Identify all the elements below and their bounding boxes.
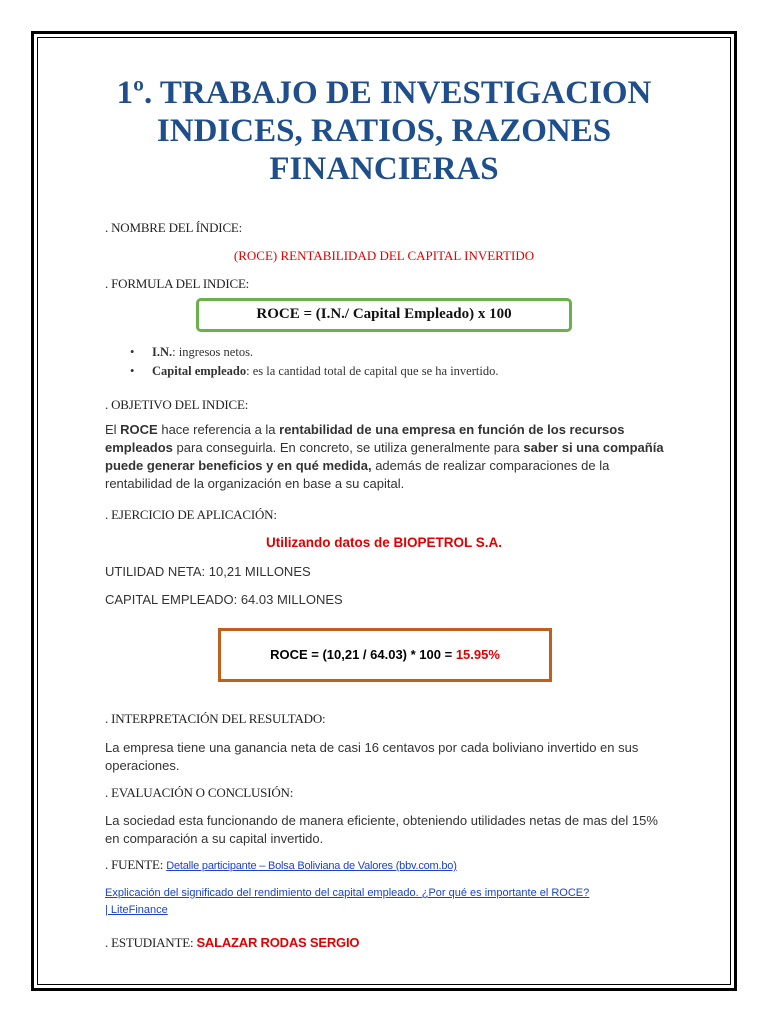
source-link-litefinance-block [105,884,675,918]
text-run: además de realizar comparaciones de la rentabilidad de la organización en base a su capital. [105,458,610,491]
bullet-term: I.N. [152,345,173,359]
estudiante-label: . ESTUDIANTE: [105,935,197,950]
source-link-bbv[interactable]: Detalle participante – Bolsa Boliviana de Valores (bbv.com.bo) [166,860,457,872]
text-run: hace referencia a la [157,422,280,437]
utilidad-neta: UTILIDAD NETA: 10,21 MILLONES [105,564,311,579]
formula-bullet-list [130,343,498,381]
capital-empleado: CAPITAL EMPLEADO: 64.03 MILLONES [105,592,343,607]
interpretacion-text: La empresa tiene una ganancia neta de casi 16 centavos por cada boliviano invertido en sus operaciones. [105,740,639,773]
student-name: SALAZAR RODAS SERGIO [196,935,360,950]
calculation-result: 15.95% [455,647,500,662]
bullet-desc: : ingresos netos. [172,345,254,359]
ejercicio-label: . EJERCICIO DE APLICACIÓN: [105,507,277,522]
text-run: para conseguirla. En concreto, se utiliza generalmente para [172,440,524,455]
link-line: Explicación del significado del rendimiento del capital empleado. ¿Por qué es importante el ROCE? [105,887,590,899]
evaluacion-label: . EVALUACIÓN O CONCLUSIÓN: [105,785,294,800]
bullet-term: Capital empleado [152,364,247,378]
nombre-label: . NOMBRE DEL ÍNDICE: [105,220,243,235]
fuente-row [105,857,457,873]
formula-box [196,298,572,332]
interpretacion-label: . INTERPRETACIÓN DEL RESULTADO: [105,711,326,726]
nombre-value: (ROCE) RENTABILIDAD DEL CAPITAL INVERTIDO [233,248,535,263]
objetivo-paragraph [105,421,665,493]
formula-expression: ROCE = (I.N./ Capital Empleado) x 100 [256,306,512,322]
estudiante-row [105,935,359,951]
ejercicio-subtitle: Utilizando datos de BIOPETROL S.A. [265,535,503,550]
source-link-litefinance[interactable] [105,887,589,916]
evaluacion-text: La sociedad esta funcionando de manera eficiente, obteniendo utilidades netas de mas del 15% en comparación a su capital invertido. [105,813,658,846]
bullet-desc: : es la cantidad total de capital que se ha invertido. [246,364,499,378]
title-line-3: FINANCIERAS [269,151,499,187]
bullet-icon: • [130,364,135,378]
formula-label: . FORMULA DEL INDICE: [105,276,250,291]
calculation-expression: ROCE = (10,21 / 64.03) * 100 = [270,647,456,662]
list-item [130,362,498,381]
objetivo-label: . OBJETIVO DEL INDICE: [105,397,249,412]
link-line: | LiteFinance [105,904,168,916]
list-item [130,343,498,362]
title-line-1: 1º. TRABAJO DE INVESTIGACION [116,75,652,111]
text-run: El [105,422,121,437]
bold-run: rentabilidad de una empresa en función de los recursos empleados [105,422,625,455]
calculation-box [218,628,552,682]
page-title [60,74,708,188]
bold-run: saber si una compañía puede generar beneficios y en qué medida, [105,440,664,473]
bold-run: ROCE [120,422,158,437]
bullet-icon: • [130,345,135,359]
fuente-label: . FUENTE: [105,857,167,872]
title-line-2: INDICES, RATIOS, RAZONES [156,113,612,149]
